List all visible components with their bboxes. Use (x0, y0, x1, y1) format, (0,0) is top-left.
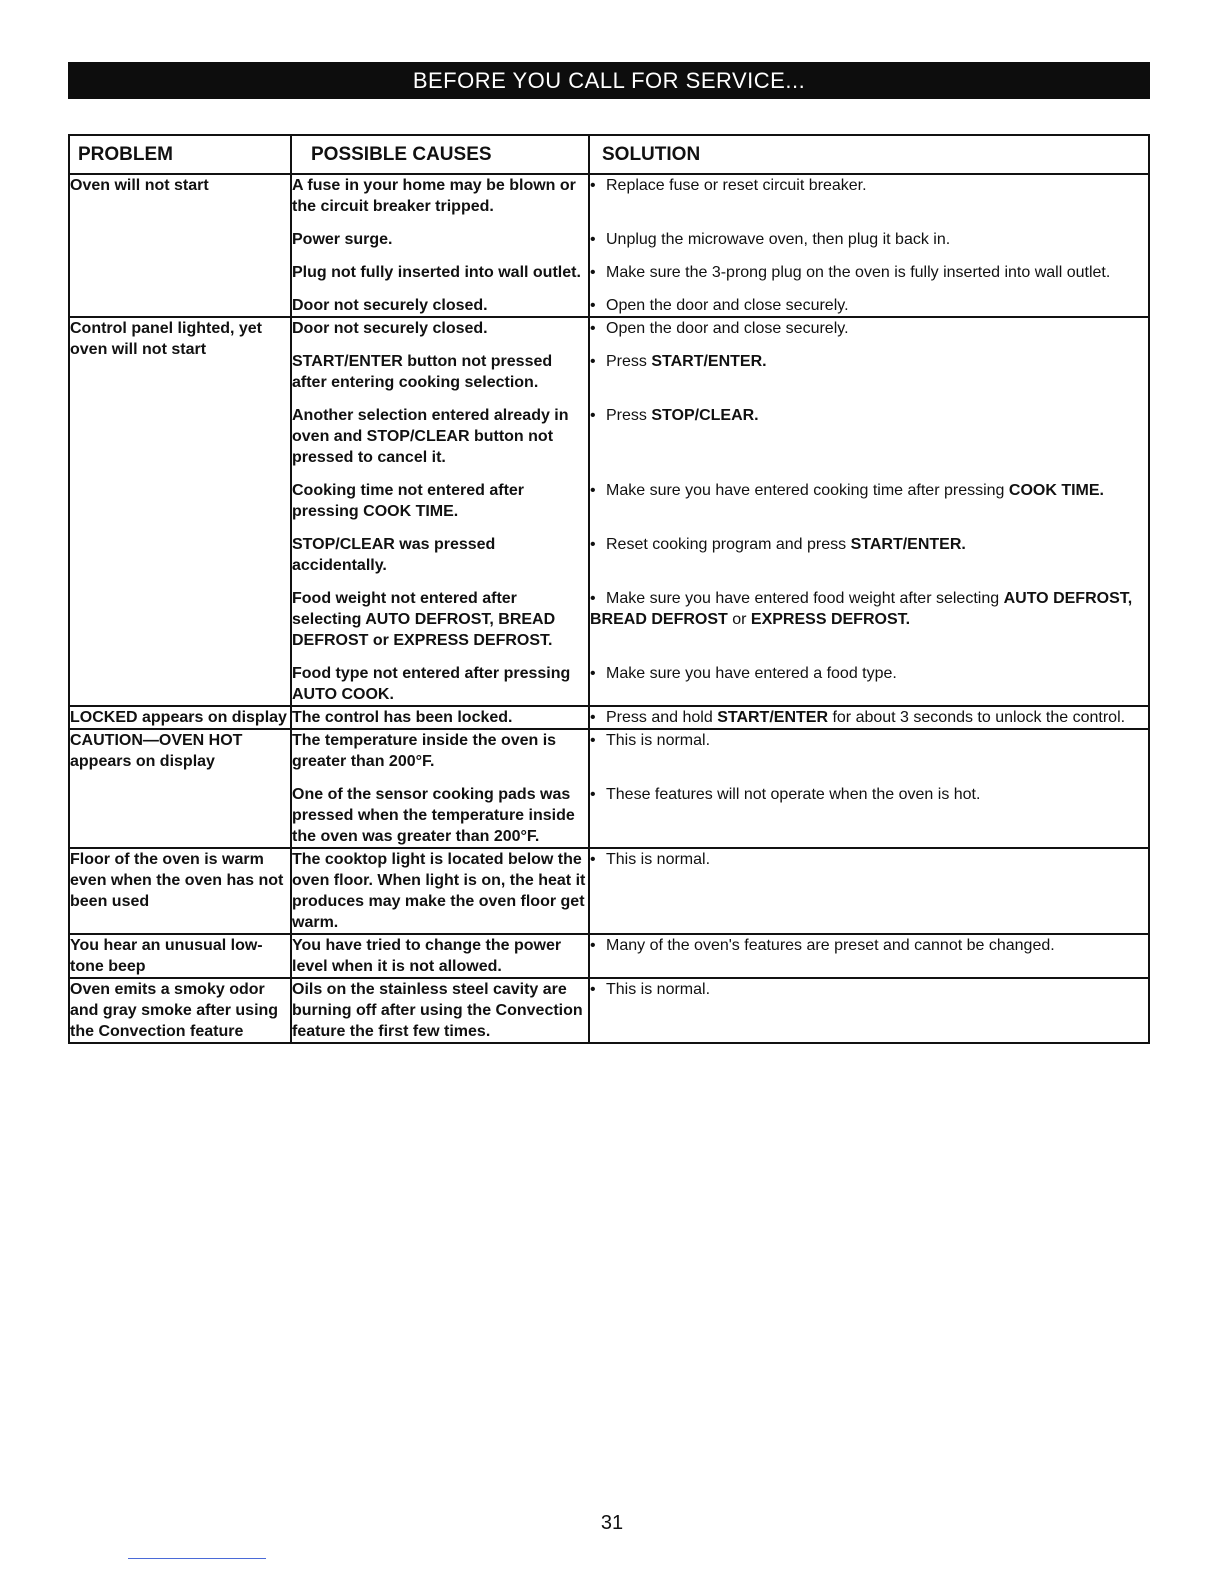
solution-part: These features will not operate when the oven is hot. (606, 786, 981, 803)
bullet-icon: • (590, 177, 596, 194)
solutions-cell (589, 706, 1149, 729)
bullet-icon: • (590, 320, 596, 337)
problem-cell: Oven will not start (69, 174, 291, 317)
solution-text (590, 480, 1148, 522)
solution-part: Reset cooking program and press (606, 536, 851, 553)
solutions-cell (589, 848, 1149, 934)
solution-text (590, 730, 1148, 772)
solution-text (590, 784, 1148, 847)
problem-cell: Floor of the oven is warm even when the oven has not been used (69, 848, 291, 934)
solution-part: Make sure you have entered cooking time after pressing (606, 482, 1009, 499)
cause-text: A fuse in your home may be blown or the circuit breaker tripped. (292, 177, 576, 215)
solution-text (590, 849, 1148, 933)
header-possible-causes: POSSIBLE CAUSES (291, 135, 589, 174)
solution-part: START/ENTER (717, 709, 828, 726)
problem-cell: Oven emits a smoky odor and gray smoke after using the Convection feature (69, 978, 291, 1043)
bullet-icon: • (590, 264, 596, 281)
solution-text (590, 318, 1148, 339)
cause-text: Cooking time not entered after pressing COOK TIME. (292, 482, 525, 520)
solutions-cell (589, 317, 1149, 706)
solution-text (590, 229, 1148, 250)
solution-text (590, 935, 1148, 977)
troubleshooting-table (68, 134, 1150, 1044)
table-row (69, 729, 1149, 848)
bullet-icon: • (590, 851, 596, 868)
solution-part: START/ENTER. (850, 536, 966, 553)
bullet-icon: • (590, 665, 596, 682)
solution-part: Make sure you have entered a food type. (606, 665, 897, 682)
table-row (69, 174, 1149, 317)
bullet-icon: • (590, 786, 596, 803)
cause-text: One of the sensor cooking pads was pressed when the temperature inside the oven was greater than 200°F. (292, 786, 575, 845)
table-row (69, 934, 1149, 978)
header-problem: PROBLEM (69, 135, 291, 174)
bullet-icon: • (590, 590, 596, 607)
cause-text: Door not securely closed. (292, 297, 488, 314)
solution-part: Replace fuse or reset circuit breaker. (606, 177, 867, 194)
causes-cell (291, 978, 589, 1043)
cause-text: The cooktop light is located below the oven floor. When light is on, the heat it produces may make the oven floor get warm. (292, 851, 586, 931)
cause-text: Food type not entered after pressing AUTO COOK. (292, 665, 571, 703)
page-number: 31 (600, 1512, 624, 1534)
causes-cell (291, 729, 589, 848)
solution-text (590, 262, 1148, 283)
solution-part: This is normal. (606, 732, 711, 749)
problem-cell: You hear an unusual low-tone beep (69, 934, 291, 978)
solution-part: This is normal. (606, 981, 711, 998)
solution-text (590, 588, 1148, 651)
bullet-icon: • (590, 981, 596, 998)
cause-text: Oils on the stainless steel cavity are burning off after using the Convection feature the first few times. (292, 981, 583, 1040)
page-banner: BEFORE YOU CALL FOR SERVICE... (68, 62, 1150, 99)
solution-part: Make sure you have entered food weight after selecting (606, 590, 1004, 607)
causes-cell (291, 317, 589, 706)
problem-cell: Control panel lighted, yet oven will not start (69, 317, 291, 706)
bullet-icon: • (590, 937, 596, 954)
header-solution: SOLUTION (589, 135, 1149, 174)
solutions-cell (589, 729, 1149, 848)
solution-part: Press (606, 407, 652, 424)
cause-text: Power surge. (292, 231, 393, 248)
bullet-icon: • (590, 482, 596, 499)
solutions-cell (589, 934, 1149, 978)
bullet-icon: • (590, 709, 596, 726)
solution-part: Open the door and close securely. (606, 320, 849, 337)
table-header-row (69, 135, 1149, 174)
bullet-icon: • (590, 536, 596, 553)
solutions-cell (589, 174, 1149, 317)
solution-part: Press and hold (606, 709, 718, 726)
table-row (69, 706, 1149, 729)
solution-text (590, 405, 1148, 468)
solution-text (590, 707, 1148, 728)
causes-cell (291, 934, 589, 978)
cause-text: START/ENTER button not pressed after entering cooking selection. (292, 353, 553, 391)
solution-part: or (727, 611, 751, 628)
solution-part: Make sure the 3-prong plug on the oven is fully inserted into wall outlet. (606, 264, 1111, 281)
bullet-icon: • (590, 231, 596, 248)
solution-part: STOP/CLEAR. (651, 407, 759, 424)
table-row (69, 978, 1149, 1043)
table-row (69, 848, 1149, 934)
solution-text (590, 534, 1148, 576)
solutions-cell (589, 978, 1149, 1043)
cause-text: Plug not fully inserted into wall outlet. (292, 264, 581, 281)
bullet-icon: • (590, 353, 596, 370)
problem-cell: CAUTION—OVEN HOT appears on display (69, 729, 291, 848)
cause-text: The temperature inside the oven is greater than 200°F. (292, 732, 557, 770)
solution-part: START/ENTER. (651, 353, 767, 370)
solution-part: EXPRESS DEFROST. (750, 611, 911, 628)
solution-text (590, 295, 1148, 316)
solution-part: COOK TIME. (1008, 482, 1104, 499)
footer-rule (128, 1558, 266, 1559)
causes-cell (291, 848, 589, 934)
cause-text: Another selection entered already in oven and STOP/CLEAR button not pressed to cancel it. (292, 407, 569, 466)
solution-part: Unplug the microwave oven, then plug it back in. (606, 231, 951, 248)
causes-cell (291, 706, 589, 729)
solution-part: for about 3 seconds to unlock the control. (828, 709, 1126, 726)
solution-text (590, 979, 1148, 1042)
solution-part: This is normal. (606, 851, 711, 868)
problem-cell: LOCKED appears on display (69, 706, 291, 729)
cause-text: Door not securely closed. (292, 320, 488, 337)
solution-part: Many of the oven's features are preset and cannot be changed. (606, 937, 1055, 954)
solution-part: AUTO DEFROST, BREAD DEFROST (590, 590, 1133, 628)
bullet-icon: • (590, 732, 596, 749)
cause-text: You have tried to change the power level when it is not allowed. (292, 937, 562, 975)
solution-part: Open the door and close securely. (606, 297, 849, 314)
solution-text (590, 351, 1148, 393)
table-row (69, 317, 1149, 706)
solution-text (590, 663, 1148, 705)
cause-text: The control has been locked. (292, 709, 513, 726)
cause-text: Food weight not entered after selecting AUTO DEFROST, BREAD DEFROST or EXPRESS DEFROST. (292, 590, 556, 649)
solution-part: Press (606, 353, 652, 370)
bullet-icon: • (590, 407, 596, 424)
cause-text: STOP/CLEAR was pressed accidentally. (292, 536, 496, 574)
bullet-icon: • (590, 297, 596, 314)
solution-text (590, 175, 1148, 217)
causes-cell (291, 174, 589, 317)
